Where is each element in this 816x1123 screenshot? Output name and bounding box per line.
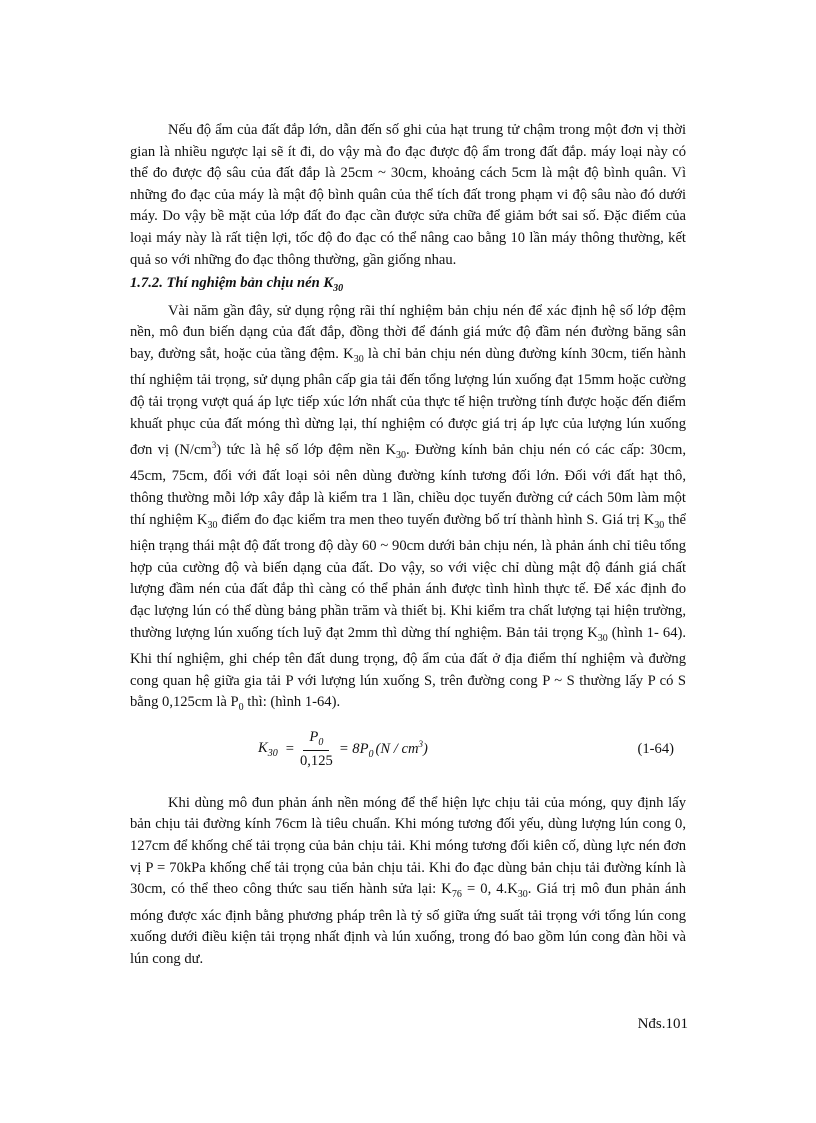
- text-run: điểm đo đạc kiểm tra men theo tuyến đường bố trí thành hình S. Giá trị K: [217, 511, 655, 528]
- formula-symbol: P: [309, 728, 319, 745]
- subscript: 76: [451, 889, 462, 901]
- subscript: 30: [353, 353, 364, 365]
- fraction-denominator: 0,125: [299, 752, 333, 769]
- paragraph-neutron-moisture: Nếu độ ẩm của đất đắp lớn, dẫn đến số ghi của hạt trung tử chậm trong một đơn vị thời gian là nhiều ngược lại sẽ ít đi, do vậy mà đo đạc được độ ẩm trong đất đắp. máy loại này có thể đo được độ sâu của đất đắp là 25cm ~ 30cm, khoảng cách 5cm là mật độ bình quân. Vì những đo đạc của máy là mật độ bình quân của thể tích đất trong phạm vi độ sâu nào đó dưới máy. Do vậy bề mặt của lớp đất đo đạc cần được sửa chữa để giảm bớt sai số. Đặc điểm của loại máy này là rất tiện lợi, tốc độ đo đạc có thể nâng cao bằng 10 lần máy thông thường, kết quả so với những đo đạc thông thường, gần giống nhau.: [130, 122, 686, 268]
- text-run: = 0, 4.K: [461, 881, 518, 898]
- formula-subscript: 0: [368, 748, 374, 760]
- paragraph-k30-test: [130, 301, 686, 719]
- subscript: 30: [207, 519, 218, 531]
- text-run: (hình 1- 64). Khi thí nghiệm, ghi chép tên đất dung trọng, độ ẩm của đất ở địa điểm thí nghiệm và đường cong quan hệ giữa gia tải P với lượng lún xuống S, trên đường cong P ~ S thường lấy P có S bằng 0,125cm là P: [130, 624, 686, 711]
- formula-block: [130, 723, 686, 783]
- text-run: Khi dùng mô đun phản ánh nền móng để thể hiện lực chịu tải của móng, quy định lấy bản chịu tải đường kính 76cm là tiêu chuẩn. Khi móng tương đối yếu, dùng lượng lún cong 0, 127cm để khống chế tải trọng của bản chịu tải. Khi móng tương đối kiên cố, dùng lực nén đơn vị P = 70kPa khống chế tải trọng của bản chịu tải. Khi đo đạc dùng bản chịu tải đường kính là 30cm, có thể theo công thức sau tiến hành sửa lại: K: [130, 794, 686, 898]
- superscript: 3: [211, 440, 217, 451]
- heading-text: 1.7.2. Thí nghiệm bản chịu nén K: [130, 275, 334, 292]
- text-run: . Đường kính bản chịu nén có các cấp: 30cm, 45cm, 75cm, đối với đất loại sỏi nên dùng đường kính tương đối lớn. Đối với đất hạt thô, thông thường mỗi lớp xây đắp là kiểm tra 1 lần, chiều dọc tuyến đường cứ cách 50m làm một thí nghiệm K: [130, 441, 687, 528]
- subscript: 0: [238, 702, 244, 714]
- formula-unit: (N / cm: [375, 740, 419, 757]
- text-run: Vài năm gần đây, sử dụng rộng rãi thí nghiệm bản chịu nén để xác định hệ số lớp đệm nền, mô đun biến dạng của đất đắp, đồng thời để đánh giá mức độ đầm nén đường băng sân bay, đường sắt, hoặc của tầng đệm. K: [130, 302, 686, 362]
- formula-subscript: 0: [318, 736, 324, 748]
- subscript: 30: [517, 889, 528, 901]
- fraction-numerator: [303, 729, 329, 751]
- text-run: ) tức là hệ số lớp đệm nền K: [216, 441, 397, 458]
- formula-symbol: K: [258, 739, 268, 756]
- heading-subscript: 30: [333, 283, 344, 295]
- formula-equals: =: [285, 740, 294, 757]
- text-run: thì: (hình 1-64).: [243, 694, 341, 711]
- text-run: là chỉ bản chịu nén dùng đường kính 30cm, tiến hành thí nghiệm tải trọng, sử dụng phân cấp gia tải đến tổng lượng lún xuống đạt 15mm hoặc cường độ tải trọng vượt quá áp lực tiếp xúc lớn nhất của thực tế hiện trường tính được hoặc đến điểm khuất phục của đất móng thì dừng lại, thí nghiệm có được giá trị áp lực của lượng lún xuống đơn vị (N/cm: [130, 345, 686, 458]
- formula-unit: ): [423, 740, 428, 757]
- equation-number: (1-64): [637, 740, 674, 757]
- formula-rhs: [339, 739, 428, 760]
- formula-symbol: = 8P: [338, 740, 369, 757]
- page-content: [130, 120, 686, 970]
- page-number: Nđs.101: [637, 1016, 688, 1032]
- formula-fraction: [300, 729, 333, 770]
- paragraph-modulus: [130, 793, 686, 971]
- section-heading: [130, 273, 686, 300]
- formula-subscript: 30: [267, 747, 278, 759]
- formula-k30: [258, 729, 428, 770]
- subscript: 30: [597, 632, 608, 644]
- subscript: 30: [396, 449, 407, 461]
- formula-superscript: 3: [418, 738, 423, 749]
- subscript: 30: [654, 519, 665, 531]
- text-run: . Giá trị mô đun phản ánh móng được xác định bằng phương pháp trên là tỷ số giữa ứng suất tải trọng với tổng lún cong xuống dưới điều kiện tải trọng nhất định và lún xuống, trong đó bao gồm lún cong đàn hồi và lún cong dư.: [130, 881, 687, 967]
- text-run: thể hiện trạng thái mật độ đất trong độ dày 60 ~ 90cm dưới bản chịu nén, là phản ánh chỉ tiêu tổng hợp của cường độ và biến dạng của đất. Do vậy, so với việc chỉ dùng mật độ đánh giá chất lượng đầm nén của đất đắp thì càng có thể phản ánh được tình hình thực tế. Để xác định đo đạc lượng lún có thể dùng bảng phần trăm và thiết bị. Khi kiểm tra chất lượng tại hiện trường, thường lượng lún xuống tích luỹ đạt 2mm thì dừng thí nghiệm. Bản tải trọng K: [130, 511, 686, 641]
- formula-lhs: [258, 740, 278, 759]
